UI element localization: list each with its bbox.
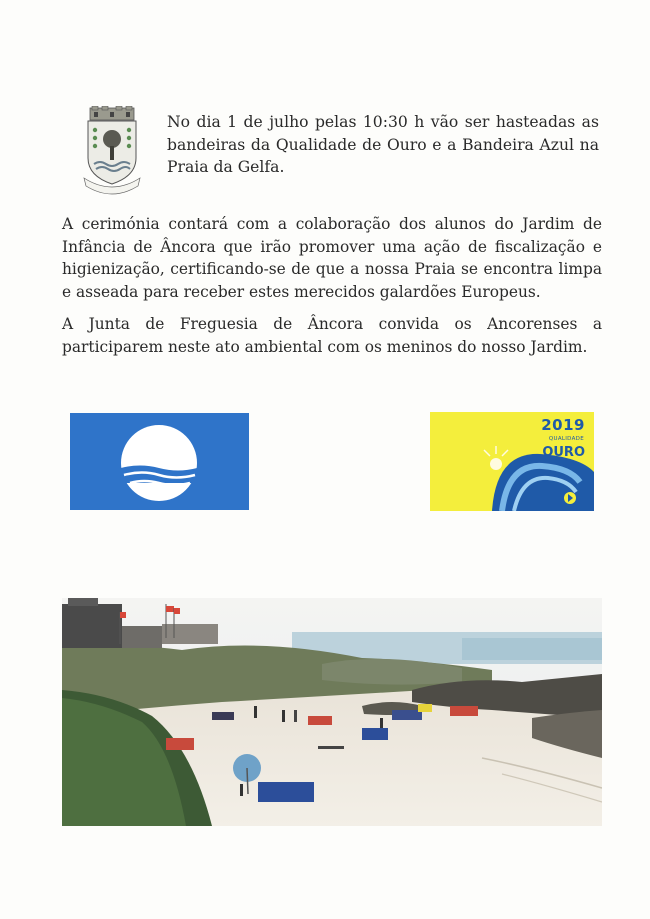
gold-flag-subtitle: QUALIDADE: [548, 436, 584, 442]
coat-of-arms-logo: [80, 106, 144, 196]
gold-flag-year: 2019: [541, 416, 585, 434]
blue-flag-image: [70, 413, 249, 510]
intro-text: No dia 1 de julho pelas 10:30 h vão ser hasteadas as bandeiras da Qualidade de Ouro e a Bandeira Azul na Praia da Gelfa.: [167, 113, 599, 176]
paragraph-ceremony: A cerimónia contará com a colaboração dos alunos do Jardim de Infância de Âncora que irão promover uma ação de fiscalização e higienização, certificando-se de que a nossa Praia se encontra limpa e asseada para receber estes merecidos galardões Europeus.: [62, 215, 602, 301]
gold-quality-flag-image: [430, 412, 594, 511]
beach-photo: [62, 598, 602, 826]
gold-flag-title: OURO: [542, 445, 585, 460]
paragraph-invitation: A Junta de Freguesia de Âncora convida os Ancorenses a participarem neste ato ambiental com os meninos do nosso Jardim.: [62, 315, 602, 356]
